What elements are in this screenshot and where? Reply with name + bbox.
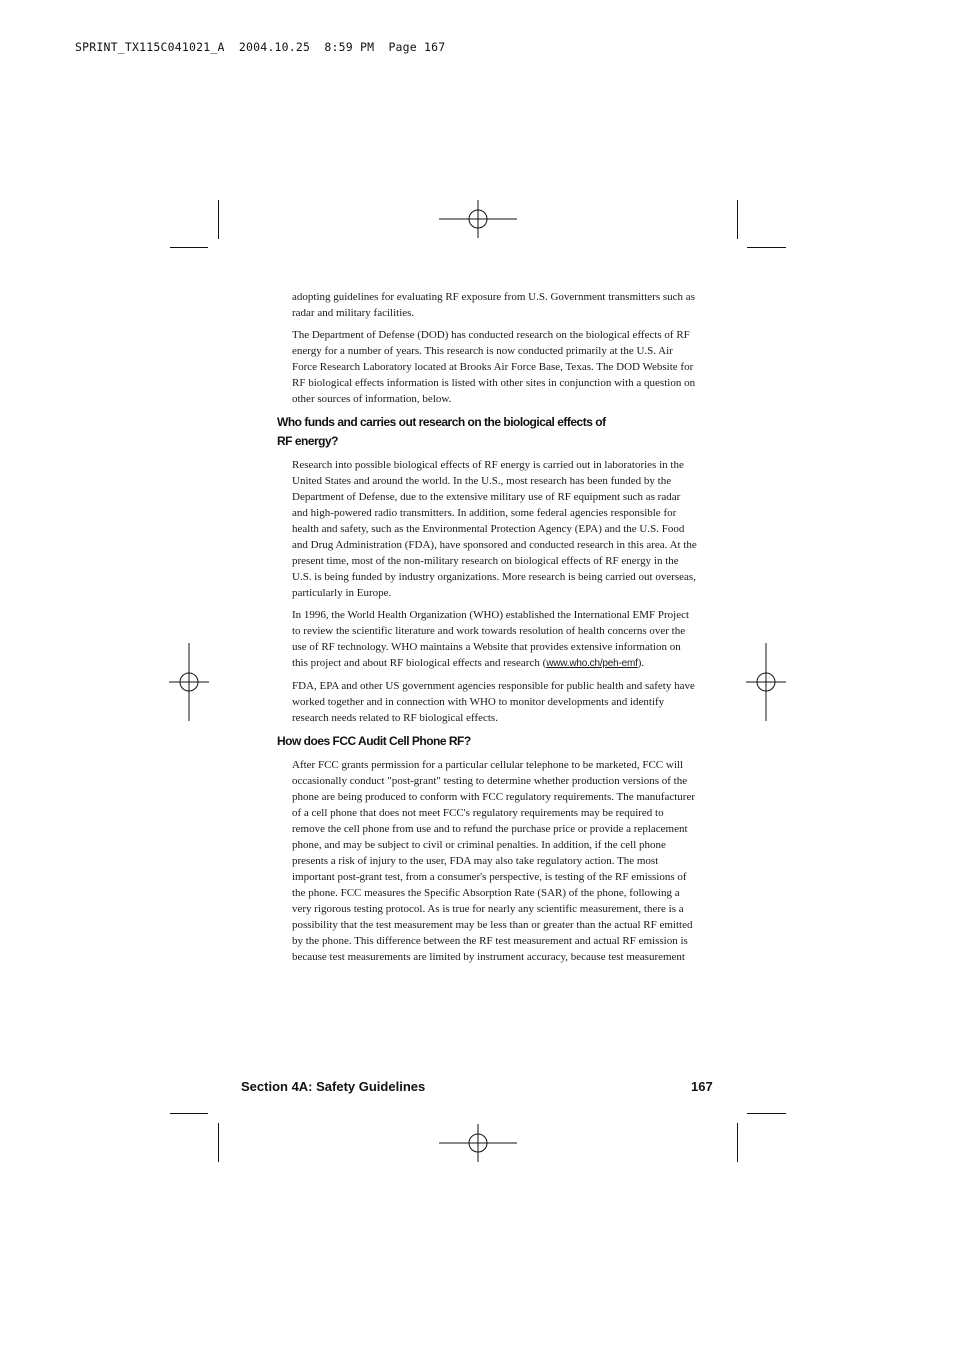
footer-page-number: 167 (691, 1079, 713, 1094)
paragraph-research-funding: Research into possible biological effects of RF energy is carried out in laboratories in the United States and around the world. In the U.S., most research has been funded by the Department of Defense, due to the extensive military use of RF equipment such as radar and high-powered radio transmitters. In addition, some federal agencies responsible for health and safety, such as the Environmental Protection Agency (EPA) and the U.S. Food and Drug Administration (FDA), have sponsored and conducted research in this area. At the present time, most of the non-military research on biological effects of RF energy in the U.S. is being funded by industry organizations. More research is being carried out overseas, particularly in Europe. (292, 459, 697, 599)
page-content (277, 289, 697, 971)
paragraph-agency-cooperation: FDA, EPA and other US government agencies responsible for public health and safety have worked together and in connection with WHO to monitor developments and identify research needs related to RF biological effects. (292, 680, 695, 724)
registration-mark-bottom-icon (438, 1123, 518, 1163)
crop-mark-bottom-left-horizontal (170, 1113, 208, 1114)
crop-mark-bottom-left-vertical (218, 1123, 219, 1162)
crop-mark-top-right-vertical (737, 200, 738, 239)
registration-mark-top-icon (438, 199, 518, 239)
paragraph-who-emf-project (292, 607, 697, 672)
heading-who-funds-line2: RF energy? (277, 434, 339, 448)
crop-mark-top-left-horizontal (170, 247, 208, 248)
crop-mark-top-left-vertical (218, 200, 219, 239)
crop-mark-top-right-horizontal (747, 247, 786, 248)
heading-who-funds-line1: Who funds and carries out research on the biological effects of (277, 415, 606, 429)
footer-section-title: Section 4A: Safety Guidelines (241, 1079, 426, 1094)
paragraph-dod-research: The Department of Defense (DOD) has conducted research on the biological effects of RF energy for a number of years. This research is now conducted primarily at the U.S. Air Force Research Laboratory located at Brooks Air Force Base, Texas. The DOD Website for RF biological effects information is listed with other sites in conjunction with a question on other sources of information, below. (292, 329, 696, 405)
who-website-link[interactable]: www.who.ch/peh-emf (546, 658, 638, 669)
paragraph-fcc-post-grant-testing: After FCC grants permission for a particular cellular telephone to be marketed, FCC will occasionally conduct "post-grant" testing to determine whether production versions of the phone are being produced to conform with FCC regulatory requirements. The manufacturer of a cell phone that does not meet FCC's regulatory requirements may be required to remove the cell phone from use and to refund the purchase price or provide a replacement phone, and may be subject to civil or criminal penalties. In addition, if the cell phone presents a risk of injury to the user, FDA may also take regulatory action. The most important post-grant test, from a consumer's perspective, is testing of the RF emissions of the phone. FCC measures the Specific Absorption Rate (SAR) of the phone, following a very rigorous testing protocol. As is true for nearly any scientific measurement, there is a possibility that the test measurement may be less than or greater than the actual RF emitted by the phone. This difference between the RF test measurement and actual RF emission is because test measurements are limited by instrument accuracy, because test measurement (292, 759, 696, 963)
print-slug: SPRINT_TX115C041021_A 2004.10.25 8:59 PM Page 167 (75, 40, 446, 54)
who-text-after-link: ). (637, 657, 645, 669)
who-text-before-link: In 1996, the World Health Organization (WHO) established the International EMF Project to review the scientific literature and work towards resolution of health concerns over the use of RF technology. WHO maintains a Website that provides extensive information on this project and about RF biological effects and research ( (292, 609, 690, 669)
registration-mark-right-icon (745, 642, 787, 722)
crop-mark-bottom-right-horizontal (747, 1113, 786, 1114)
paragraph-rf-guidelines: adopting guidelines for evaluating RF exposure from U.S. Government transmitters such as radar and military facilities. (292, 291, 695, 319)
registration-mark-left-icon (168, 642, 210, 722)
crop-mark-bottom-right-vertical (737, 1123, 738, 1162)
heading-fcc-audit: How does FCC Audit Cell Phone RF? (277, 734, 471, 748)
heading-who-funds-research (277, 413, 637, 451)
